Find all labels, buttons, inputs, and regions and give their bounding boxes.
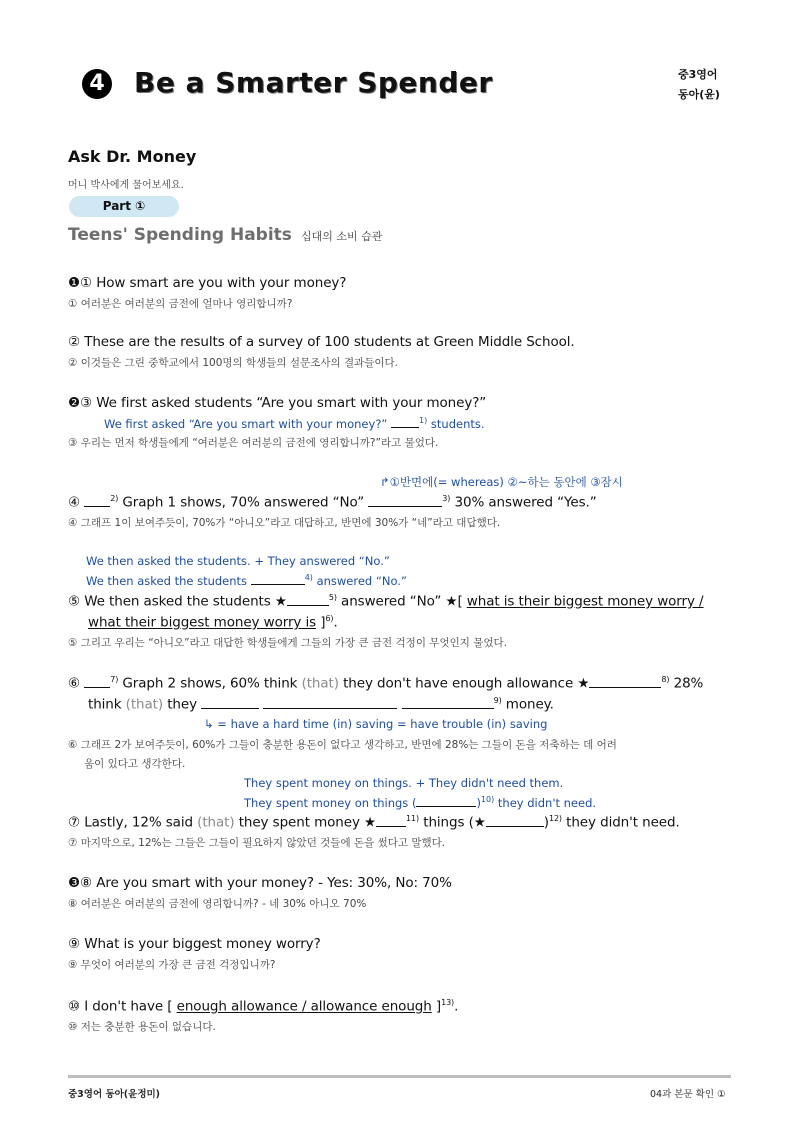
blank-number: 6): [325, 614, 334, 623]
en-text: 28%: [669, 675, 704, 692]
sentence-7-ko: ⑦ 마지막으로, 12%는 그들은 그들이 필요하지 않았던 것들에 돈을 썼다고 말했다.: [68, 837, 446, 849]
en-text: ⑤ We then asked the students ★: [68, 593, 287, 610]
note-text: answered “No.”: [312, 574, 407, 588]
optional-that: (that): [125, 696, 164, 713]
note-text: We first asked “Are you smart with your money?”: [104, 417, 388, 431]
answer-blank-8[interactable]: [589, 676, 661, 688]
en-text: .: [333, 614, 338, 631]
sentence-3-ko: ③ 우리는 먼저 학생들에게 “여러분은 여러분의 금전에 영리합니까?”라고 물었다.: [68, 437, 439, 449]
section-title: Ask Dr. Money: [68, 147, 197, 166]
optional-that: (that): [301, 675, 339, 692]
sentence-10-ko: ⑩ 저는 충분한 용돈이 없습니다.: [68, 1021, 216, 1033]
blank-number: 13): [441, 998, 455, 1007]
sentence-4-ko: ④ 그래프 1이 보여주듯이, 70%가 “아니오”라고 대답하고, 반면에 30%가 “네”라고 대답했다.: [68, 517, 501, 529]
note-text: students.: [427, 417, 485, 431]
en-text: ⑩ I don't have [: [68, 998, 177, 1015]
sentence-4-en: [68, 494, 597, 511]
footer-right: 04과 본문 확인 ①: [650, 1089, 726, 1100]
sentence-10-en: [68, 998, 458, 1015]
blank-number: 10): [480, 795, 495, 805]
blank-number: 3): [442, 494, 451, 503]
sentence-3-note: [104, 416, 485, 431]
optional-that: (that): [197, 814, 235, 831]
sentence-6-en-cont: [88, 696, 554, 713]
choice-option-b[interactable]: what their biggest money worry is: [88, 614, 317, 631]
sentence-7-en: ⑦ Lastly, 12% said (that) they spent money ★ $^{11)}$ things (★ )$^{12)}$ they didn't need.: [68, 814, 680, 831]
en-text: 30% answered “Yes.”: [450, 494, 597, 511]
sentence-9-ko: ⑨ 무엇이 여러분의 가장 큰 금전 걱정입니까?: [68, 959, 276, 971]
answer-blank-2[interactable]: [84, 495, 110, 507]
page-title: Be a Smarter Spender: [134, 66, 493, 99]
blank-number: 5): [328, 593, 337, 602]
lesson-number-badge: [82, 69, 112, 99]
answer-blank-5[interactable]: [287, 594, 329, 606]
sentence-5-note-2: [86, 573, 407, 588]
en-text: they don't have enough allowance ★: [338, 675, 590, 692]
reading-heading-en: Teens' Spending Habits: [68, 225, 292, 245]
answer-blank-12[interactable]: [486, 815, 544, 827]
en-text: ④: [68, 494, 85, 511]
en-text: they spent money ★: [234, 814, 377, 831]
en-text: ⑦ Lastly, 12% said: [68, 814, 198, 831]
en-text: ]: [431, 998, 442, 1015]
sentence-8-en: ❸⑧ Are you smart with your money? - Yes: 30%, No: 70%: [68, 875, 452, 891]
footer-left: 중3영어 동아(윤정미): [68, 1089, 161, 1100]
sentence-6-note: ↳ = have a hard time (in) saving = have trouble (in) saving: [204, 717, 548, 731]
grade-label: 중3영어: [678, 68, 718, 81]
answer-blank-4[interactable]: [251, 573, 305, 585]
sentence-6-en: [68, 675, 703, 692]
blank-number: 8): [661, 675, 670, 684]
answer-blank-1[interactable]: [391, 416, 419, 428]
blank-number: 11): [406, 814, 420, 823]
blank-number: 12): [548, 814, 562, 823]
sentence-5-note-1: We then asked the students. + They answered “No.”: [86, 554, 390, 568]
note-text: They spent money on things (: [244, 796, 417, 810]
sentence-1-ko: ① 여러분은 여러분의 금전에 얼마나 영리합니까?: [68, 298, 293, 310]
sentence-3-en: ❷③ We first asked students “Are you smart with your money?”: [68, 395, 487, 411]
sentence-7-note-2: They spent money on things ( )$^{10)}$ they didn't need.: [244, 795, 597, 810]
blank-number: 9): [493, 696, 502, 705]
en-text: things (★: [419, 814, 486, 831]
sentence-7-note-1: They spent money on things. + They didn't need them.: [244, 776, 564, 790]
en-text: money.: [501, 696, 554, 713]
lesson-number: 4: [82, 69, 112, 99]
note-text: they didn't need.: [494, 796, 597, 810]
reading-heading-ko: 십대의 소비 습관: [301, 230, 383, 243]
en-text: think: [88, 696, 126, 713]
en-text: they didn't need.: [561, 814, 680, 831]
sentence-5-ko: ⑤ 그리고 우리는 “아니오”라고 대답한 학생들에게 그들의 가장 큰 금전 걱정이 무엇인지 물었다.: [68, 637, 507, 649]
blank-number: 7): [110, 675, 119, 684]
answer-blank-7[interactable]: [84, 676, 110, 688]
en-text: Graph 2 shows, 60% think: [118, 675, 302, 692]
choice-options[interactable]: enough allowance / allowance enough: [176, 998, 432, 1015]
en-text: Graph 1 shows, 70% answered “No”: [118, 494, 369, 511]
note-text: We then asked the students: [86, 574, 251, 588]
blank-number: 4): [304, 573, 313, 583]
en-text: answered “No” ★[: [336, 593, 467, 610]
publisher-label: 동아(윤): [678, 88, 720, 101]
sentence-8-ko: ⑧ 여러분은 여러분의 금전에 영리합니까? - 네 30% 아니오 70%: [68, 898, 367, 910]
sentence-9-en: ⑨ What is your biggest money worry?: [68, 936, 321, 952]
sentence-2-en: ② These are the results of a survey of 100 students at Green Middle School.: [68, 334, 575, 350]
sentence-1-en: ❶① How smart are you with your money?: [68, 275, 347, 291]
reading-heading: [68, 225, 382, 245]
sentence-5-en-cont: [88, 614, 338, 631]
answer-blank-3[interactable]: [368, 495, 442, 507]
sentence-2-ko: ② 이것들은 그린 중학교에서 100명의 학생들의 설문조사의 결과들이다.: [68, 357, 399, 369]
en-text: ⑥: [68, 675, 85, 692]
section-subtitle: 머니 박사에게 물어보세요.: [68, 180, 184, 191]
en-text: .: [454, 998, 459, 1015]
blank-number: 2): [110, 494, 119, 503]
sentence-5-en: [68, 593, 704, 610]
answer-blank-9c[interactable]: [402, 697, 494, 709]
en-text: ]: [316, 614, 326, 631]
en-text: they: [163, 696, 202, 713]
answer-blank-11[interactable]: [376, 815, 406, 827]
sentence-6-ko-1: ⑥ 그래프 2가 보여주듯이, 60%가 그들이 충분한 용돈이 없다고 생각하고, 반면에 28%는 그들이 돈을 저축하는 데 어려: [68, 739, 617, 751]
part-label: Part ①: [69, 196, 179, 217]
sentence-4-note: ↱①반면에(= whereas) ②~하는 동안에 ③잠시: [380, 475, 623, 489]
choice-option-a[interactable]: what is their biggest money worry /: [466, 593, 704, 610]
answer-blank-9a[interactable]: [201, 697, 259, 709]
blank-number: 1): [419, 416, 428, 426]
answer-blank-9b[interactable]: [263, 697, 397, 709]
sentence-6-ko-2: 움이 있다고 생각한다.: [84, 758, 186, 770]
footer-divider: [68, 1075, 731, 1078]
answer-blank-10[interactable]: [416, 795, 476, 807]
